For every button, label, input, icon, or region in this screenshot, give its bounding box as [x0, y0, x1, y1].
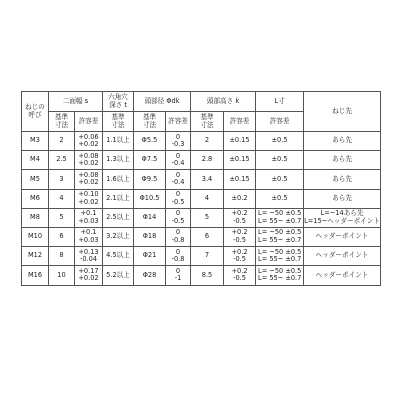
cell-dk-tolerance-line: -0.3 — [171, 140, 185, 149]
cell-socket-depth: 1.1以上 — [103, 132, 134, 151]
cell-length-tolerance-line: L= ~50 ±0.5 — [258, 209, 302, 218]
cell-length-tolerance-line: L= ~50 ±0.5 — [258, 228, 302, 237]
cell-thread-tip — [304, 170, 381, 189]
cell-nominal-size: M10 — [22, 227, 49, 246]
subheader-dk-standard: 基準 寸法 — [134, 112, 166, 132]
cell-dk-tolerance-line: 0 — [175, 132, 181, 141]
cell-k-tolerance-line: -0.5 — [233, 236, 246, 245]
table-row — [22, 189, 381, 208]
cell-s-tolerance-line: +0.03 — [78, 216, 99, 225]
cell-thread-tip — [304, 247, 381, 266]
cell-thread-tip — [304, 132, 381, 151]
cell-s-standard: 2 — [49, 132, 75, 151]
cell-thread-tip-line: あら先 — [332, 193, 352, 202]
cell-s-tolerance-line: +0.02 — [78, 159, 99, 168]
cell-s-standard: 6 — [49, 227, 75, 246]
cell-length-tolerance-line: ±0.5 — [271, 155, 288, 164]
cell-dk-tolerance-line: -0.4 — [171, 178, 185, 187]
cell-k-tolerance — [224, 208, 256, 227]
cell-k-tolerance — [224, 151, 256, 170]
cell-s-tolerance-line: +0.13 — [78, 247, 99, 256]
cell-s-standard: 2.5 — [49, 151, 75, 170]
cell-socket-depth: 5.2以上 — [103, 266, 134, 285]
cell-k-tolerance-line: -0.5 — [233, 255, 246, 264]
cell-dk-standard: Φ28 — [134, 266, 166, 285]
cell-k-standard: 8.5 — [191, 266, 224, 285]
cell-s-tolerance — [75, 247, 103, 266]
cell-length-tolerance — [256, 227, 304, 246]
table-row — [22, 208, 381, 227]
cell-dk-tolerance — [166, 266, 191, 285]
cell-length-tolerance-line: ±0.5 — [271, 193, 288, 202]
cell-dk-standard: Φ21 — [134, 247, 166, 266]
cell-thread-tip-line: あら先 — [332, 136, 352, 145]
cell-dk-tolerance-line: 0 — [175, 170, 181, 179]
cell-length-tolerance-line: L= 55~ ±0.7 — [258, 216, 302, 225]
header-socket-depth: 六角穴 深さ t — [103, 92, 134, 112]
cell-length-tolerance-line: L= 55~ ±0.7 — [258, 255, 302, 264]
cell-s-tolerance — [75, 170, 103, 189]
subheader-dk-tolerance: 許容差 — [166, 112, 191, 132]
cell-k-tolerance — [224, 247, 256, 266]
screw-spec-table — [21, 91, 381, 286]
table-row — [22, 132, 381, 151]
table-row — [22, 247, 381, 266]
cell-s-tolerance — [75, 151, 103, 170]
cell-nominal-size: M3 — [22, 132, 49, 151]
header-width-across-flats: 二面幅 s — [49, 92, 103, 112]
cell-dk-tolerance-line: -0.8 — [171, 255, 185, 264]
cell-s-tolerance — [75, 189, 103, 208]
cell-socket-depth: 2.1以上 — [103, 189, 134, 208]
cell-dk-tolerance — [166, 189, 191, 208]
cell-thread-tip-line: L=15~ヘッダーポイント — [304, 216, 380, 225]
cell-s-tolerance-line: +0.02 — [78, 178, 99, 187]
cell-nominal-size: M8 — [22, 208, 49, 227]
cell-k-tolerance-line: -0.5 — [233, 274, 246, 283]
cell-length-tolerance — [256, 151, 304, 170]
cell-dk-tolerance-line: 0 — [175, 209, 181, 218]
cell-thread-tip — [304, 208, 381, 227]
cell-s-tolerance-line: +0.08 — [78, 151, 99, 160]
cell-s-tolerance — [75, 266, 103, 285]
table-row — [22, 227, 381, 246]
cell-thread-tip — [304, 266, 381, 285]
cell-length-tolerance-line: L= ~50 ±0.5 — [258, 266, 302, 275]
cell-k-tolerance-line: ±0.15 — [229, 136, 250, 145]
cell-dk-standard: Φ9.5 — [134, 170, 166, 189]
cell-k-standard: 2 — [191, 132, 224, 151]
cell-s-tolerance-line: +0.1 — [80, 209, 97, 218]
cell-k-standard: 7 — [191, 247, 224, 266]
subheader-s-tolerance: 許容差 — [75, 112, 103, 132]
cell-length-tolerance — [256, 266, 304, 285]
cell-dk-tolerance-line: -1 — [174, 274, 182, 283]
cell-length-tolerance-line: L= ~50 ±0.5 — [258, 247, 302, 256]
cell-k-standard: 6 — [191, 227, 224, 246]
cell-length-tolerance-line: L= 55~ ±0.7 — [258, 236, 302, 245]
cell-k-tolerance-line: +0.2 — [231, 209, 248, 218]
cell-socket-depth: 2.5以上 — [103, 208, 134, 227]
cell-k-tolerance — [224, 189, 256, 208]
cell-k-tolerance — [224, 266, 256, 285]
cell-k-tolerance-line: +0.2 — [231, 247, 248, 256]
cell-dk-tolerance-line: -0.5 — [171, 197, 185, 206]
cell-k-tolerance — [224, 132, 256, 151]
cell-dk-tolerance — [166, 227, 191, 246]
cell-thread-tip — [304, 227, 381, 246]
subheader-s-standard: 基準 寸法 — [49, 112, 75, 132]
cell-dk-tolerance-line: 0 — [175, 247, 181, 256]
table-row — [22, 170, 381, 189]
cell-s-standard: 4 — [49, 189, 75, 208]
cell-s-tolerance-line: +0.06 — [78, 132, 99, 141]
cell-dk-standard: Φ18 — [134, 227, 166, 246]
cell-dk-tolerance-line: 0 — [175, 151, 181, 160]
cell-socket-depth: 4.5以上 — [103, 247, 134, 266]
cell-length-tolerance-line: ±0.5 — [271, 174, 288, 183]
cell-length-tolerance — [256, 189, 304, 208]
cell-k-standard: 2.8 — [191, 151, 224, 170]
cell-socket-depth: 1.6以上 — [103, 170, 134, 189]
cell-k-standard: 4 — [191, 189, 224, 208]
cell-dk-standard: Φ10.5 — [134, 189, 166, 208]
cell-length-tolerance-line: L= 55~ ±0.7 — [258, 274, 302, 283]
cell-dk-tolerance — [166, 132, 191, 151]
cell-s-tolerance-line: -0.04 — [79, 255, 98, 264]
cell-s-tolerance — [75, 208, 103, 227]
cell-s-tolerance-line: +0.03 — [78, 236, 99, 245]
cell-dk-tolerance — [166, 247, 191, 266]
subheader-k-tolerance: 許容差 — [224, 112, 256, 132]
cell-dk-tolerance — [166, 170, 191, 189]
cell-thread-tip-line: L=~14あら先 — [320, 209, 364, 218]
cell-s-tolerance-line: +0.02 — [78, 140, 99, 149]
cell-length-tolerance — [256, 247, 304, 266]
cell-dk-tolerance-line: -0.4 — [171, 159, 185, 168]
cell-k-standard: 5 — [191, 208, 224, 227]
cell-s-standard: 5 — [49, 208, 75, 227]
cell-thread-tip — [304, 189, 381, 208]
header-nominal-size: ねじの 呼び — [22, 92, 49, 132]
cell-dk-standard: Φ7.5 — [134, 151, 166, 170]
cell-dk-tolerance — [166, 208, 191, 227]
subheader-t-standard: 基準 寸法 — [103, 112, 134, 132]
cell-k-tolerance — [224, 227, 256, 246]
cell-s-standard: 3 — [49, 170, 75, 189]
cell-s-tolerance-line: +0.02 — [78, 197, 99, 206]
header-head-diameter: 頭部径 Φdk — [134, 92, 191, 112]
cell-length-tolerance-line: ±0.5 — [271, 136, 288, 145]
cell-k-tolerance-line: +0.2 — [231, 266, 248, 275]
spec-table-body — [22, 132, 381, 286]
cell-s-tolerance-line: +0.08 — [78, 170, 99, 179]
cell-socket-depth: 3.2以上 — [103, 227, 134, 246]
cell-dk-tolerance-line: 0 — [175, 228, 181, 237]
cell-thread-tip-line: あら先 — [332, 155, 352, 164]
cell-length-tolerance — [256, 132, 304, 151]
header-head-height: 頭部高さ k — [191, 92, 256, 112]
cell-s-standard: 8 — [49, 247, 75, 266]
cell-nominal-size: M12 — [22, 247, 49, 266]
cell-thread-tip-line: ヘッダーポイント — [315, 270, 369, 279]
cell-thread-tip-line: あら先 — [332, 174, 352, 183]
cell-k-tolerance — [224, 170, 256, 189]
table-row — [22, 266, 381, 285]
cell-k-tolerance-line: +0.2 — [231, 228, 248, 237]
cell-k-tolerance-line: ±0.15 — [229, 155, 250, 164]
cell-k-tolerance-line: -0.5 — [233, 216, 246, 225]
cell-thread-tip — [304, 151, 381, 170]
cell-socket-depth: 1.3以上 — [103, 151, 134, 170]
cell-nominal-size: M16 — [22, 266, 49, 285]
cell-k-tolerance-line: ±0.15 — [229, 174, 250, 183]
subheader-l-tolerance: 許容差 — [256, 112, 304, 132]
table-row — [22, 151, 381, 170]
cell-s-standard: 10 — [49, 266, 75, 285]
cell-k-tolerance-line: ±0.2 — [231, 193, 248, 202]
cell-dk-standard: Φ5.5 — [134, 132, 166, 151]
cell-s-tolerance-line: +0.02 — [78, 274, 99, 283]
cell-k-standard: 3.4 — [191, 170, 224, 189]
cell-dk-tolerance — [166, 151, 191, 170]
subheader-k-standard: 基準 寸法 — [191, 112, 224, 132]
cell-dk-tolerance-line: 0 — [175, 266, 181, 275]
cell-length-tolerance — [256, 208, 304, 227]
cell-thread-tip-line: ヘッダーポイント — [315, 232, 369, 241]
cell-s-tolerance-line: +0.17 — [78, 266, 99, 275]
cell-dk-tolerance-line: -0.5 — [171, 216, 185, 225]
cell-s-tolerance-line: +0.10 — [78, 190, 99, 199]
cell-nominal-size: M5 — [22, 170, 49, 189]
cell-s-tolerance — [75, 132, 103, 151]
cell-length-tolerance — [256, 170, 304, 189]
cell-nominal-size: M6 — [22, 189, 49, 208]
cell-dk-tolerance-line: -0.8 — [171, 236, 185, 245]
header-thread-tip: ねじ先 — [304, 92, 381, 132]
header-length: L寸 — [256, 92, 304, 112]
cell-dk-standard: Φ14 — [134, 208, 166, 227]
cell-s-tolerance-line: +0.1 — [80, 228, 97, 237]
cell-dk-tolerance-line: 0 — [175, 190, 181, 199]
cell-s-tolerance — [75, 227, 103, 246]
cell-thread-tip-line: ヘッダーポイント — [315, 251, 369, 260]
cell-nominal-size: M4 — [22, 151, 49, 170]
